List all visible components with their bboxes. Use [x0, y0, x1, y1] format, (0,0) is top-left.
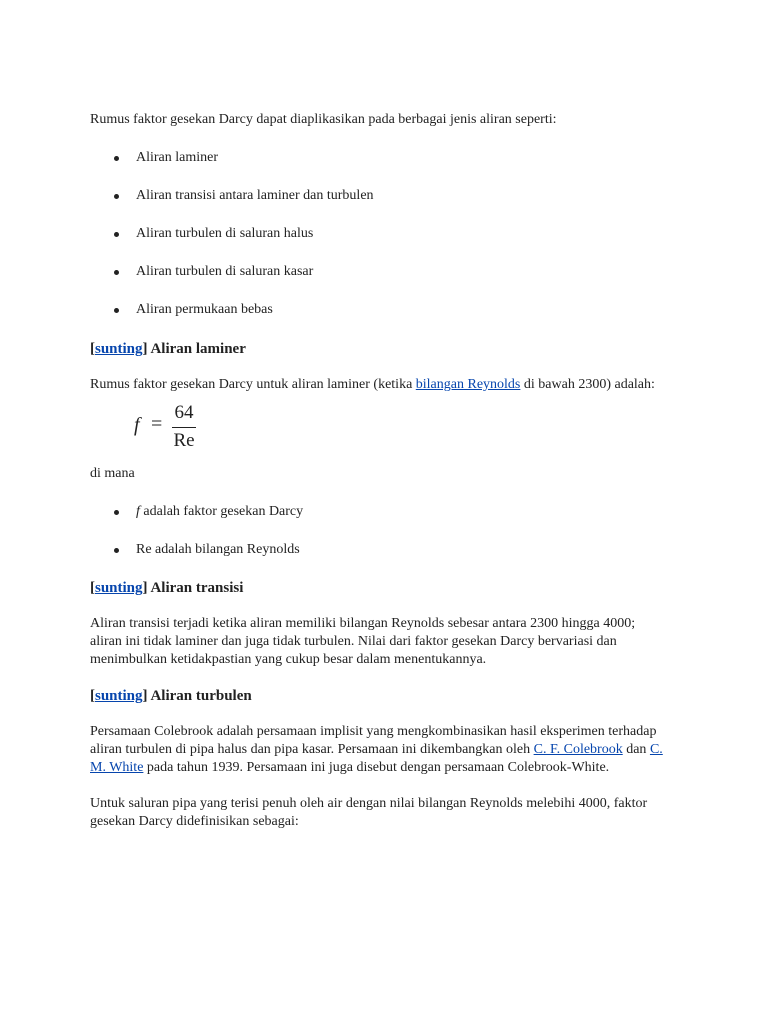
white-link[interactable]: C. M. White [90, 742, 663, 775]
section-heading-laminar: [sunting] Aliran laminer [90, 341, 246, 357]
edit-link-turbulent[interactable]: sunting [95, 688, 143, 704]
list-item: f adalah faktor gesekan Darcy [90, 503, 670, 521]
list-item: Aliran laminer [90, 149, 670, 167]
section-heading-transition: [sunting] Aliran transisi [90, 580, 244, 596]
bullet-icon [114, 232, 119, 237]
definitions-list [90, 503, 670, 559]
bullet-icon [114, 270, 119, 275]
edit-link-transition[interactable]: sunting [95, 580, 143, 596]
flow-types-list [90, 149, 670, 319]
turbulent-paragraph-2: Untuk saluran pipa yang terisi penuh oleh air dengan nilai bilangan Reynolds melebihi 4000, faktor gesekan Darcy didefinisikan sebagai: [90, 796, 648, 829]
where-text: di mana [90, 466, 135, 481]
formula-denominator: Re [173, 430, 195, 451]
laminar-formula [134, 402, 670, 454]
turbulent-paragraph-1: Persamaan Colebrook adalah persamaan implisit yang mengkombinasikan hasil eksperimen terhadap aliran turbulen di pipa halus dan pipa kasar. Persamaan ini dikembangkan oleh C. F. Colebrook dan C. M. White pada tahun 1939. Persamaan ini juga disebut dengan persamaan Colebrook-White. [90, 724, 663, 775]
intro-paragraph: Rumus faktor gesekan Darcy dapat diaplikasikan pada berbagai jenis aliran seperti: [90, 112, 557, 127]
bullet-icon [114, 308, 119, 313]
list-item: Re adalah bilangan Reynolds [90, 541, 670, 559]
list-item: Aliran permukaan bebas [90, 301, 670, 319]
bullet-icon [114, 194, 119, 199]
bullet-icon [114, 156, 119, 161]
transition-paragraph: Aliran transisi terjadi ketika aliran memiliki bilangan Reynolds sebesar antara 2300 hingga 4000; aliran ini tidak laminer dan juga tidak turbulen. Nilai dari faktor gesekan Darcy bervariasi dan menimbulkan ketidakpastian yang cukup besar dalam menentukannya. [90, 616, 636, 667]
formula-numerator: 64 [174, 402, 194, 423]
list-item: Aliran transisi antara laminer dan turbulen [90, 187, 670, 205]
list-item: Aliran turbulen di saluran kasar [90, 263, 670, 281]
formula-equals: = [151, 413, 163, 435]
symbol-f: f [136, 504, 140, 519]
section-heading-turbulent: [sunting] Aliran turbulen [90, 688, 252, 704]
formula-fraction [172, 402, 196, 452]
formula-lhs: f [134, 414, 140, 436]
article-body [90, 111, 670, 831]
colebrook-link[interactable]: C. F. Colebrook [533, 742, 623, 757]
edit-link-laminar[interactable]: sunting [95, 341, 143, 357]
bullet-icon [114, 548, 119, 553]
reynolds-number-link[interactable]: bilangan Reynolds [415, 377, 521, 392]
bullet-icon [114, 510, 119, 515]
laminar-paragraph: Rumus faktor gesekan Darcy untuk aliran laminer (ketika bilangan Reynolds di bawah 2300) adalah: [90, 377, 655, 392]
fraction-bar [172, 427, 196, 428]
list-item: Aliran turbulen di saluran halus [90, 225, 670, 243]
